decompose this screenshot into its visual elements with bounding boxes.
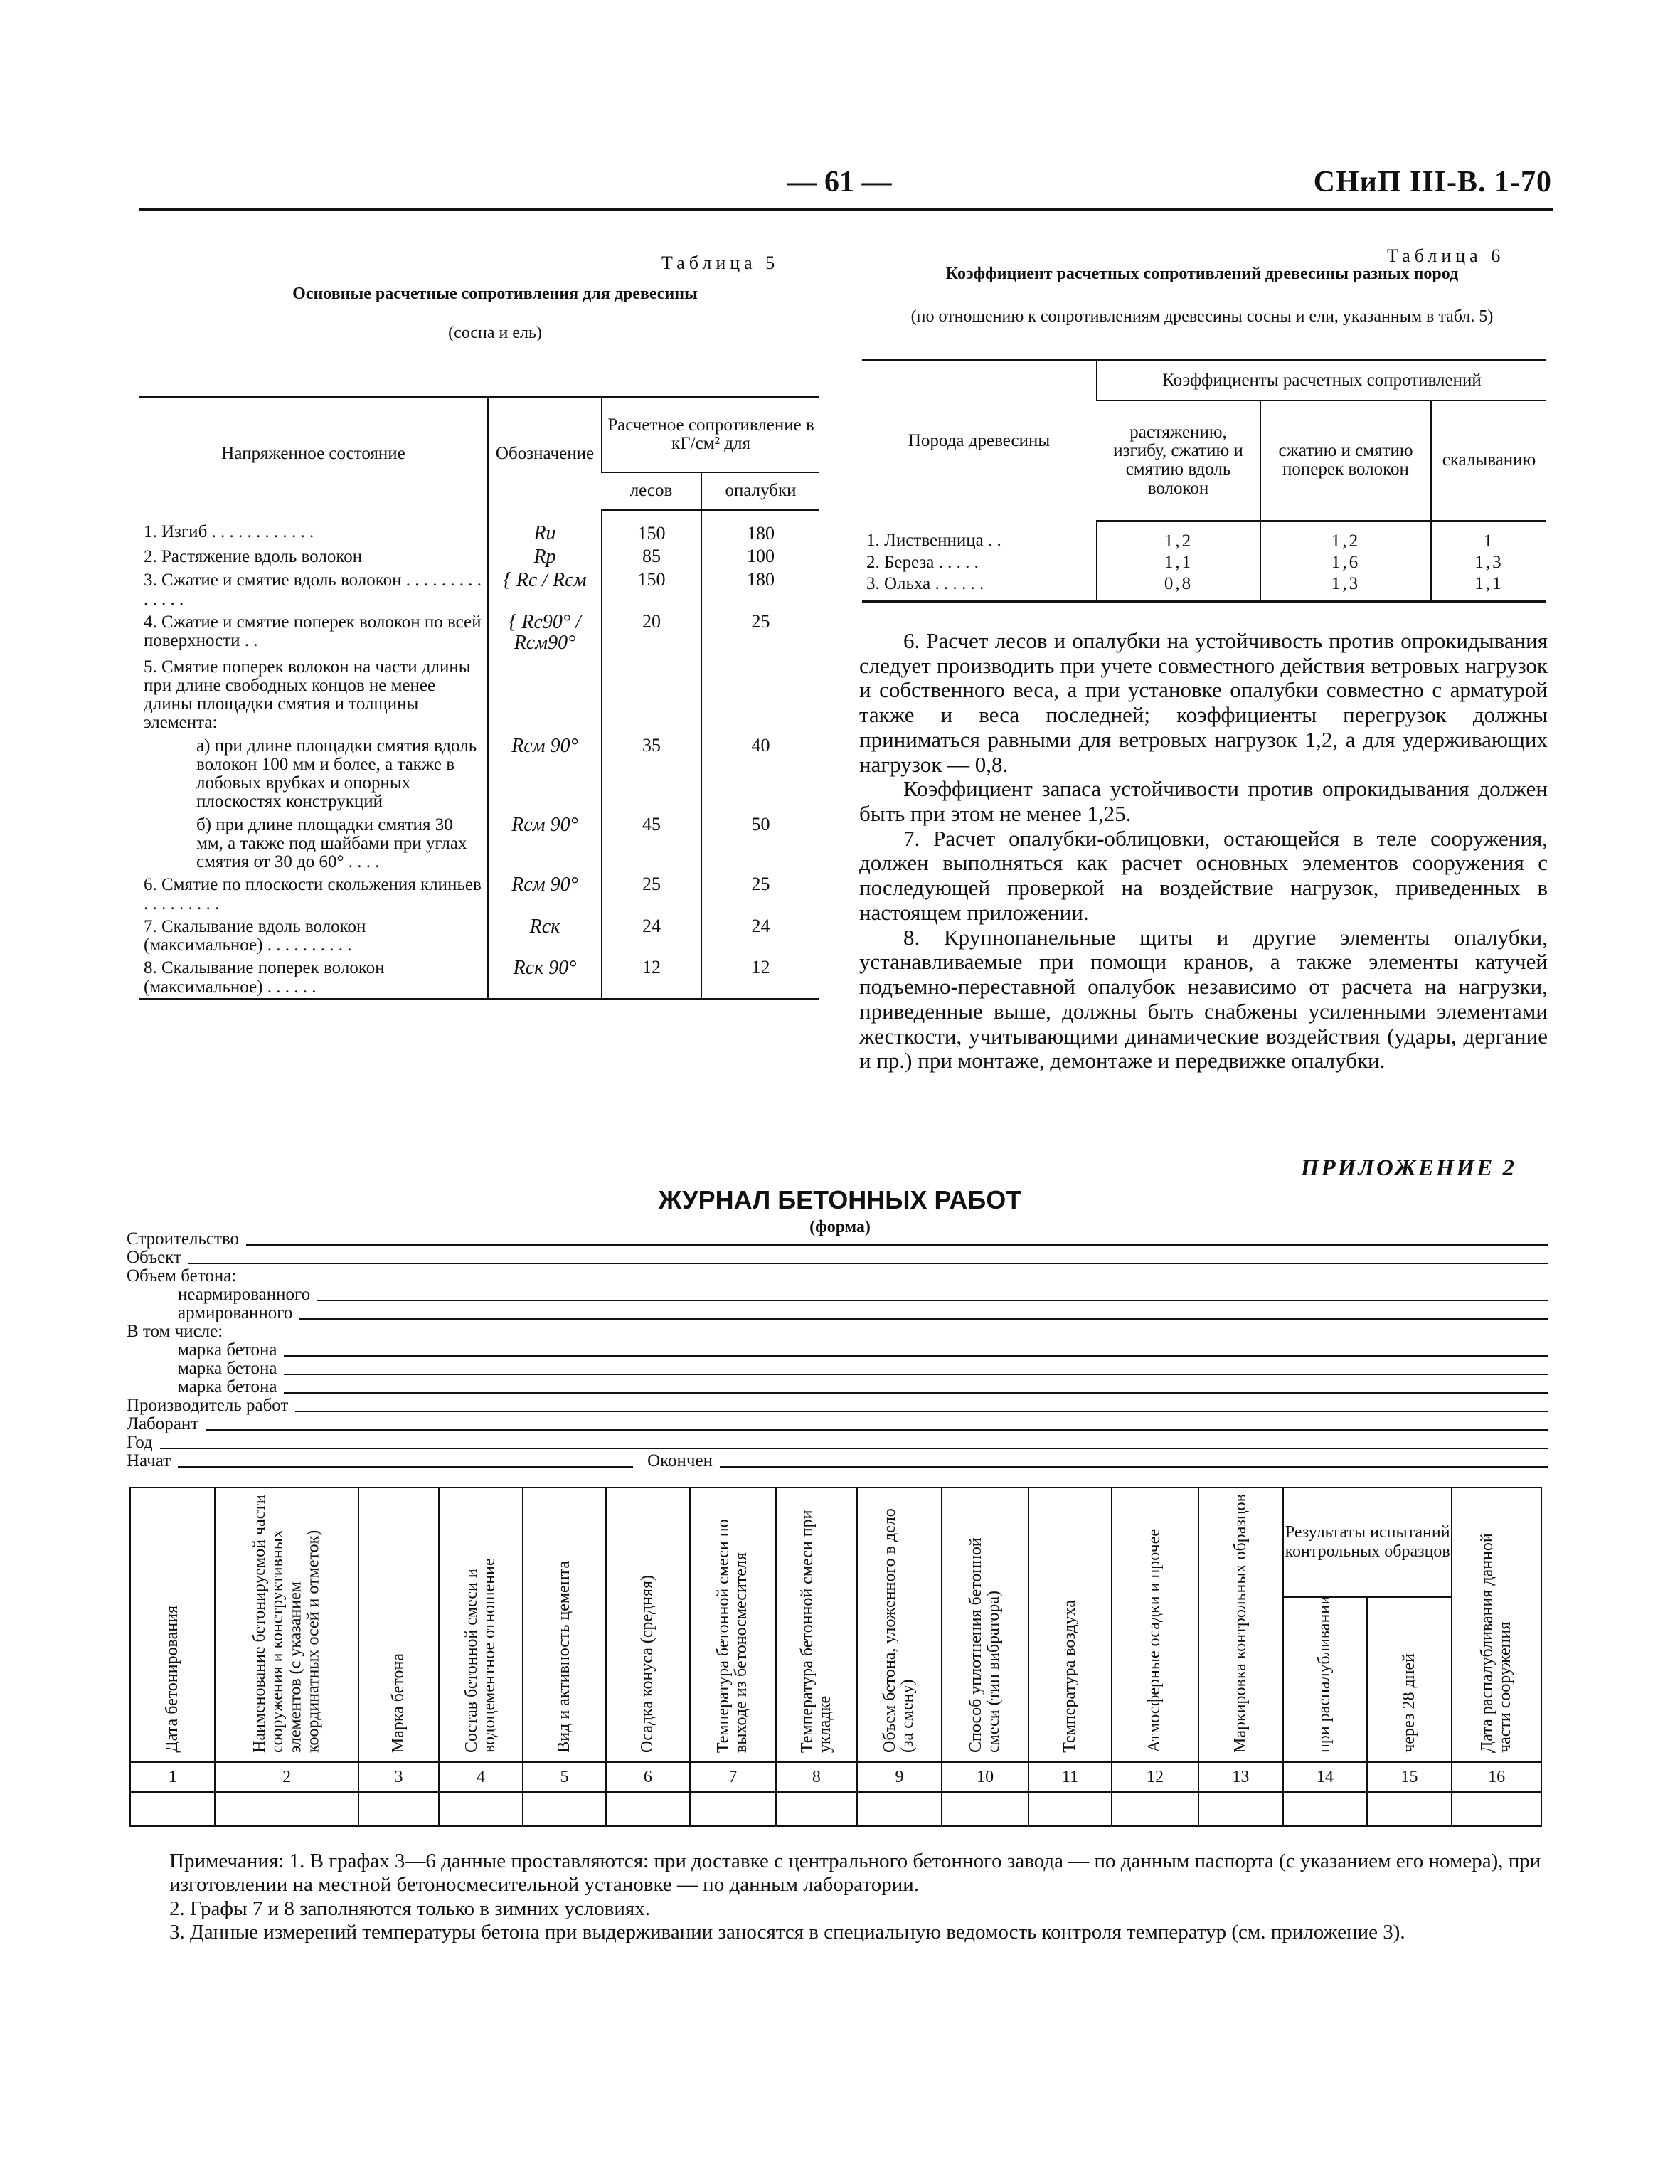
t5-cell-symbol: { Rс90° / Rсм90° [488,610,602,655]
t5-cell-scaffold: 35 [602,734,701,813]
t5-cell-formwork: 25 [701,610,819,655]
jt-col-number: 6 [606,1762,689,1793]
t5-cell-name: а) при длине площадки смятия вдоль волокон 100 мм и более, а также в лобовых врубках и опорных плоскостях конструкций [196,736,477,812]
t5-cell-name: 7. Скалывание вдоль волокон (максимальное) . . . . . . . . . . [144,916,366,955]
jt-group-results: Результаты испытаний контрольных образцов [1283,1488,1452,1597]
jt-col-11: Температура воздуха [1028,1488,1112,1762]
t5-cell-name: 5. Смятие поперек волокон на части длины при длине свободных концов не менее длины площадки смятия и толщины элемента: [144,657,471,733]
jt-col-14: при распалубливании [1283,1597,1367,1762]
t6-body [862,521,1546,602]
jt-col-number: 8 [776,1762,857,1793]
t6-cell-b: 1,3 [1260,573,1431,602]
t5-cell-name: б) при длине площадки смятия 30 мм, а также под шайбами при углах смятия от 30 до 60° . . . . [196,815,467,872]
table6 [862,359,1546,603]
t6-col-species: Порода древесины [862,361,1097,521]
t5-row [139,956,819,999]
jt-col-6: Осадка конуса (средняя) [606,1488,689,1762]
t5-cell-scaffold: 24 [602,915,701,957]
jt-empty-cell [215,1792,358,1826]
t5-body [139,510,819,1000]
jt-col-number: 5 [523,1762,606,1793]
jt-col-4: Состав бетонной смеси и водоцементное отношение [439,1488,523,1762]
t5-col-scaffold: лесов [602,472,701,510]
page-number: — 61 — [787,166,892,198]
t5-cell-symbol: Rсм 90° [488,734,602,813]
t5-cell-formwork [701,655,819,734]
field-grade-3: марка бетона [178,1379,1548,1397]
jt-col-number: 16 [1452,1762,1541,1793]
t6-cell-b: 1,6 [1260,552,1431,573]
t5-cell-name: 8. Скалывание поперек волокон (максимальное) . . . . . . [139,956,488,999]
jt-col-1: Дата бетонирования [130,1488,215,1762]
t5-cell-scaffold: 25 [602,873,701,915]
t6-cell-c: 1,1 [1431,573,1546,602]
table5-subtitle: (сосна и ель) [448,324,542,342]
t5-row [139,813,819,874]
paragraph-6-note: Коэффициент запаса устойчивости против опрокидывания должен быть при этом не менее 1,25. [859,776,1548,827]
table6-subtitle: (по отношению к сопротивлениям древесины сосны и ели, указанным в табл. 5) [910,307,1494,326]
t6-row [862,573,1546,602]
notes [169,1850,1542,1944]
jt-empty-cell [942,1792,1028,1826]
jt-col-3: Марка бетона [358,1488,439,1762]
jt-col-number: 9 [857,1762,942,1793]
table5 [139,396,819,1000]
t6-cell-species: 3. Ольха . . . . . . [862,573,1097,602]
jt-col-number: 1 [130,1762,215,1793]
paragraph-8: 8. Крупнопанельные щиты и другие элементы опалубки, устанавливаемые при помощи кранов, а также элементы катучей подъемно-переставной опалубок независимо от расчета на нагрузки, приведенные выше, должны быть снабжены усиленными элементами жесткости, учитывающими динамические воздействия (удары, дергание и пр.) при монтаже, демонтаже и передвижке опалубки. [859,924,1548,1074]
jt-col-number: 3 [358,1762,439,1793]
jt-empty-cell [130,1792,215,1826]
t6-row [862,521,1546,552]
jt-col-7: Температура бетонной смеси по выходе из бетоносмесителя [690,1488,777,1762]
t6-cell-a: 0,8 [1097,573,1260,602]
jt-col-13: Маркировка контрольных образцов [1198,1488,1283,1762]
t5-cell-symbol: Rсм 90° [488,813,602,874]
t5-cell-scaffold: 45 [602,813,701,874]
paragraph-7: 7. Расчет опалубки-облицовки, остающейся в теле сооружения, должен выполняться как расчет основных элементов сооружения с последующей проверкой на воздействие нагрузок, приведенных в настоящем приложении. [859,825,1548,925]
field-object: Объект [127,1249,1548,1268]
jt-col-8: Температура бетонной смеси при укладке [776,1488,857,1762]
jt-col-number: 2 [215,1762,358,1793]
note-2: 2. Графы 7 и 8 заполняются только в зимних условиях. [169,1897,650,1920]
t5-cell-name: 4. Сжатие и смятие поперек волокон по всей поверхности . . [144,612,482,651]
t5-col-resistance: Расчетное сопротивление в кГ/см² для [602,397,819,473]
jt-empty-cell [1028,1792,1112,1826]
t5-cell-symbol: Rск 90° [488,956,602,999]
jt-col-number: 10 [942,1762,1028,1793]
field-grade-2: марка бетона [178,1360,1548,1379]
jt-empty-cell [606,1792,689,1826]
field-construction: Строительство [127,1231,1548,1249]
t5-cell-name: 6. Смятие по плоскости скольжения клиньев . . . . . . . . . [144,875,482,913]
t6-col-b: сжатию и смятию поперек волокон [1260,401,1431,521]
jt-col-number: 11 [1028,1762,1112,1793]
t5-cell-symbol: { Rс / Rсм [488,568,602,610]
t5-row [139,915,819,957]
t6-cell-species: 2. Береза . . . . . [866,552,979,572]
t5-col-symbol: Обозначение [488,397,602,510]
jt-col-2: Наименование бетонируемой части сооружения и конструктивных элементов (с указанием координатных осей и отметок) [215,1488,358,1762]
jt-empty-cell [1367,1792,1452,1826]
journal-title: ЖУРНАЛ БЕТОННЫХ РАБОТ [658,1185,1022,1214]
body-text [859,629,1548,1074]
jt-empty-cell [439,1792,523,1826]
t5-row [139,568,819,610]
field-unreinforced: неармированного [178,1286,1548,1305]
field-including: В том числе: [127,1322,223,1341]
jt-col-number: 12 [1112,1762,1198,1793]
jt-empty-cell [1198,1792,1283,1826]
t6-cell-c: 1 [1431,521,1546,552]
t5-row [139,510,819,545]
t5-cell-formwork: 25 [701,873,819,915]
paragraph-6: 6. Расчет лесов и опалубки на устойчивость против опрокидывания следует производить при учете совместного действия ветровых нагрузок и собственного веса, а при установке опалубки совместно с арматурой также и веса последней; коэффициенты перегрузок должны приниматься равными для ветровых нагрузок 1,2, а для удерживающих нагрузок — 0,8. [859,628,1548,777]
t5-row [139,610,819,655]
jt-number-row [130,1762,1541,1793]
t6-col-group: Коэффициенты расчетных сопротивлений [1097,361,1546,401]
t5-cell-name: 2. Растяжение вдоль волокон [144,546,363,566]
jt-col-5: Вид и активность цемента [523,1488,606,1762]
t5-cell-scaffold [602,655,701,734]
jt-col-9: Объем бетона, уложенного в дело (за смену) [857,1488,942,1762]
t5-cell-formwork: 180 [701,568,819,610]
journal-table [129,1487,1542,1827]
t5-cell-scaffold: 12 [602,956,701,999]
field-started-finished: Начат Окончен [127,1453,1548,1471]
header-rule [139,208,1553,211]
jt-empty-cell [523,1792,606,1826]
t5-cell-formwork: 12 [701,956,819,999]
jt-empty-cell [1283,1792,1367,1826]
t6-col-c: скалыванию [1431,401,1546,521]
t5-cell-formwork: 180 [701,510,819,545]
t5-cell-scaffold: 85 [602,545,701,568]
t5-cell-name: 3. Сжатие и смятие вдоль волокон . . . . . . . . . . . . . . [144,571,482,609]
t6-cell-a: 1,2 [1097,521,1260,552]
jt-col-12: Атмосферные осадки и прочее [1112,1488,1198,1762]
field-concrete-volume: Объем бетона: [127,1266,237,1286]
jt-col-number: 4 [439,1762,523,1793]
t6-cell-b: 1,2 [1260,521,1431,552]
field-foreman: Производитель работ [127,1397,1548,1416]
t5-col-state: Напряженное состояние [139,397,488,510]
t6-row [862,552,1546,573]
t5-cell-symbol [488,655,602,734]
journal-form-label: (форма) [809,1218,871,1236]
table5-caption: Таблица 5 [661,253,780,273]
jt-col-number: 14 [1283,1762,1367,1793]
t5-col-formwork: опалубки [701,472,819,510]
jt-col-number: 13 [1198,1762,1283,1793]
t5-cell-scaffold: 150 [602,568,701,610]
note-3: 3. Данные измерений температуры бетона при выдерживании заносятся в специальную ведомость контроля температур (см. приложение 3). [169,1921,1405,1944]
t6-col-a: растяжению, изгибу, сжатию и смятию вдоль волокон [1097,401,1260,521]
field-year: Год [127,1434,1548,1453]
t5-cell-formwork: 24 [701,915,819,957]
t6-cell-c: 1,3 [1431,552,1546,573]
t5-row [139,734,819,813]
table6-title: Коэффициент расчетных сопротивлений древесины разных пород [945,265,1459,283]
jt-empty-cell [776,1792,857,1826]
jt-col-15: через 28 дней [1367,1597,1452,1762]
document-code: СНиП III-В. 1-70 [1313,166,1552,198]
jt-empty-cell [857,1792,942,1826]
jt-col-number: 7 [690,1762,777,1793]
table5-title: Основные расчетные сопротивления для древесины [292,285,698,303]
jt-col-number: 15 [1367,1762,1452,1793]
jt-empty-cell [1452,1792,1541,1826]
t5-cell-symbol: Rск [488,915,602,957]
field-grade-1: марка бетона [178,1342,1548,1360]
t5-row [139,655,819,734]
t6-cell-a: 1,1 [1097,552,1260,573]
note-1: Примечания: 1. В графах 3—6 данные проставляются: при доставке с центрального бетонного завода — по данным паспорта (с указанием его номера), при изготовлении на местной бетоносмесительной установке — по данным лаборатории. [169,1850,1541,1897]
field-reinforced: армированного [178,1305,1548,1323]
jt-empty-cell [1112,1792,1198,1826]
field-lab-assistant: Лаборант [127,1416,1548,1434]
t6-cell-species: 1. Лиственница . . [866,530,1001,550]
jt-empty-cell [358,1792,439,1826]
t5-cell-formwork: 100 [701,545,819,568]
appendix-label: ПРИЛОЖЕНИЕ 2 [1300,1155,1516,1181]
t5-cell-name: 1. Изгиб . . . . . . . . . . . . [144,521,314,541]
t5-row [139,873,819,915]
jt-empty-cell [690,1792,777,1826]
t5-cell-formwork: 40 [701,734,819,813]
t5-cell-symbol: Rи [488,510,602,545]
t5-cell-scaffold: 20 [602,610,701,655]
t5-row [139,545,819,568]
jt-col-10: Способ уплотнения бетонной смеси (тип вибратора) [942,1488,1028,1762]
t5-cell-symbol: Rр [488,545,602,568]
jt-empty-row [130,1792,1541,1826]
t5-cell-scaffold: 150 [602,510,701,545]
jt-col-16: Дата распалубливания данной части сооружения [1452,1488,1541,1762]
t5-cell-symbol: Rсм 90° [488,873,602,915]
table6-caption: Таблица 6 [1387,245,1505,266]
t5-cell-formwork: 50 [701,813,819,874]
